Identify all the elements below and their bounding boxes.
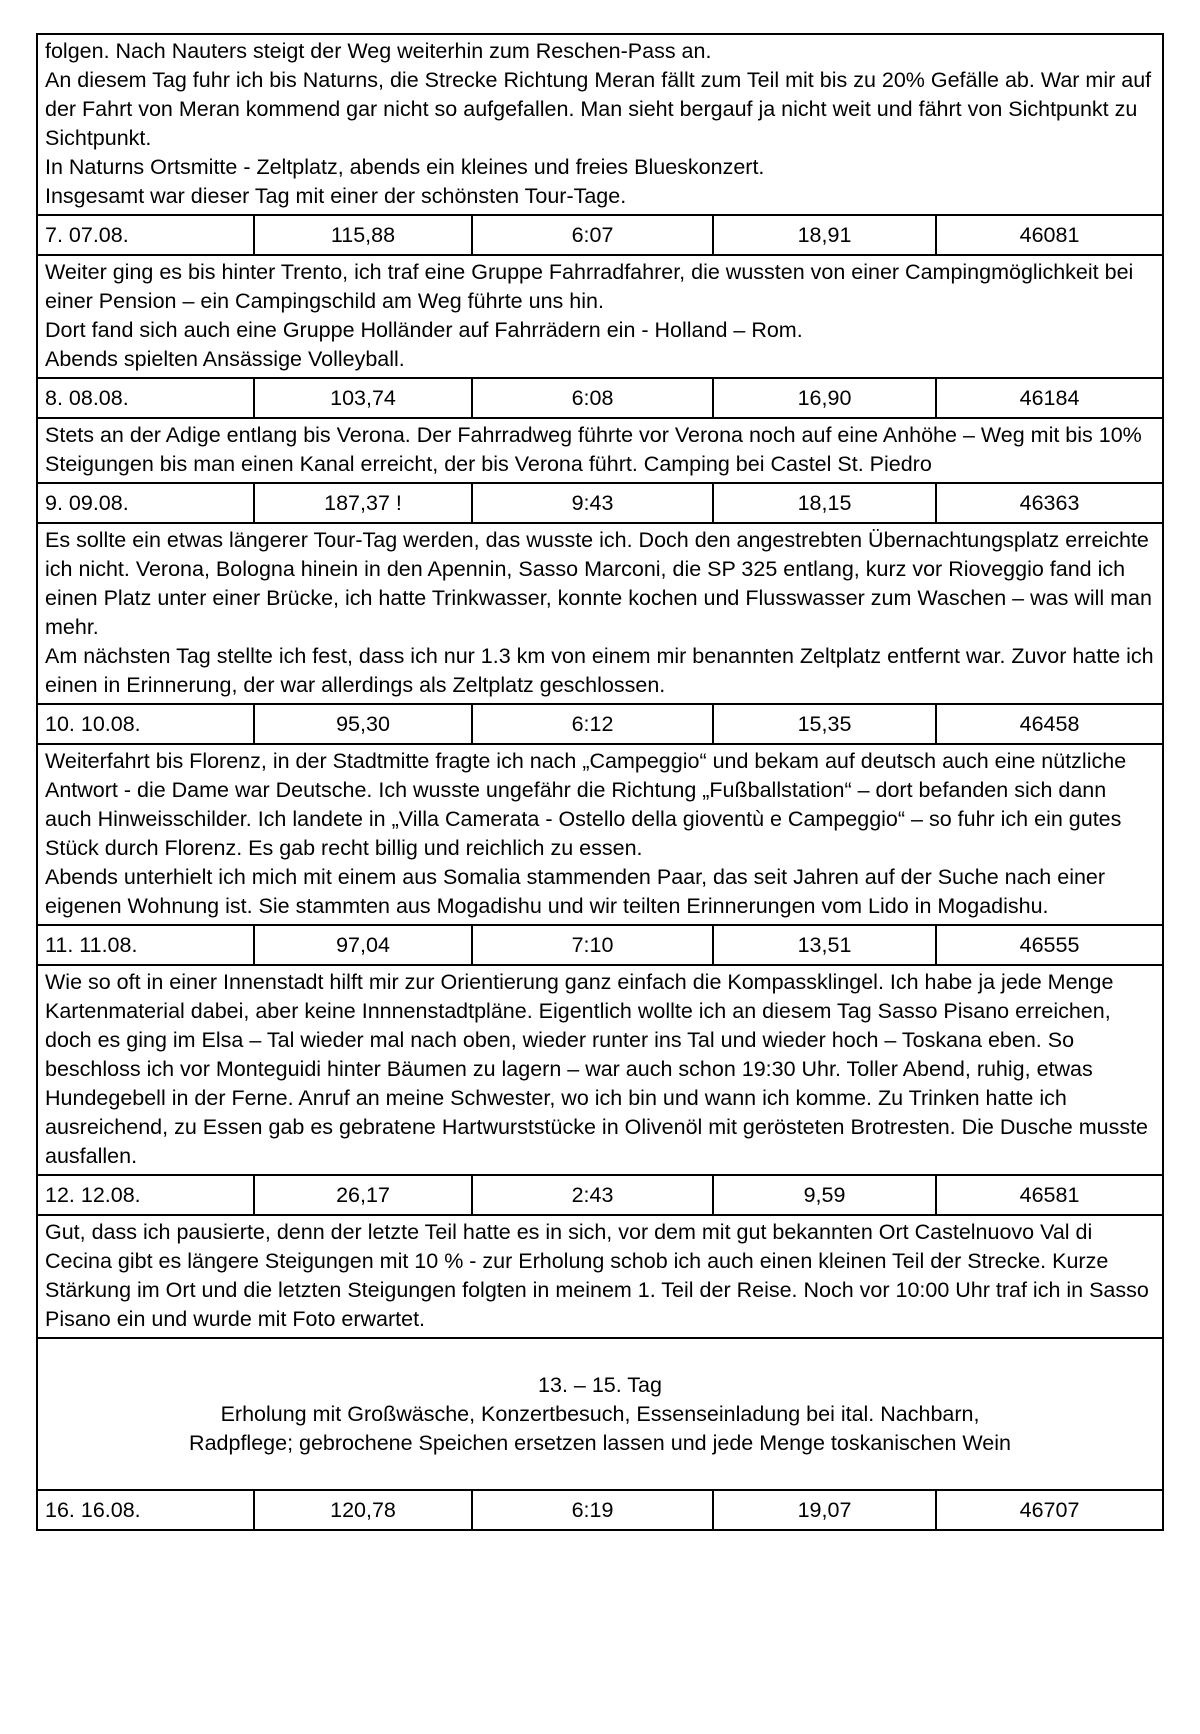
distance-cell: 103,74 xyxy=(254,378,472,418)
paragraph: folgen. Nach Nauters steigt der Weg weiterhin zum Reschen-Pass an. xyxy=(45,39,712,63)
paragraph: In Naturns Ortsmitte - Zeltplatz, abends ein kleines und freies Blueskonzert. xyxy=(45,155,765,179)
distance-cell: 120,78 xyxy=(254,1490,472,1530)
odometer-cell: 46581 xyxy=(936,1175,1163,1215)
distance-cell: 97,04 xyxy=(254,925,472,965)
distance-cell: 95,30 xyxy=(254,704,472,744)
description-row xyxy=(37,255,1163,378)
tour-log-body xyxy=(37,34,1163,1530)
stats-row xyxy=(37,215,1163,255)
speed-cell: 18,91 xyxy=(713,215,936,255)
description-row xyxy=(37,744,1163,925)
paragraph: Gut, dass ich pausierte, denn der letzte Teil hatte es in sich, vor dem mit gut bekannten Ort Castelnuovo Val di Cecina gibt es längere Steigungen mit 10 % - zur Erholung schob ich auch einen kleinen Teil der Strecke. Kurze Stärkung im Ort und die letzten Steigungen folgten in meinem 1. Teil der Reise. Noch vor 10:00 Uhr traf ich in Sasso Pisano ein und wurde mit Foto erwartet. xyxy=(45,1220,1149,1331)
day-cell: 12. 12.08. xyxy=(37,1175,254,1215)
speed-cell: 16,90 xyxy=(713,378,936,418)
paragraph: 13. – 15. Tag xyxy=(538,1372,662,1397)
day-description xyxy=(37,744,1163,925)
stats-row xyxy=(37,1490,1163,1530)
paragraph: Abends spielten Ansässige Volleyball. xyxy=(45,347,405,371)
day-cell: 11. 11.08. xyxy=(37,925,254,965)
distance-cell: 26,17 xyxy=(254,1175,472,1215)
speed-cell: 13,51 xyxy=(713,925,936,965)
description-row xyxy=(37,523,1163,704)
odometer-cell: 46707 xyxy=(936,1490,1163,1530)
paragraph: Stets an der Adige entlang bis Verona. Der Fahrradweg führte vor Verona noch auf eine Anhöhe – Weg mit bis 10% Steigungen bis man einen Kanal erreicht, der bis Verona führt. Camping bei Castel St. Piedro xyxy=(45,423,1142,476)
distance-cell: 115,88 xyxy=(254,215,472,255)
paragraph: An diesem Tag fuhr ich bis Naturns, die Strecke Richtung Meran fällt zum Teil mit bis zu 20% Gefälle ab. War mir auf der Fahrt von Meran kommend gar nicht so aufgefallen. Man sieht bergauf ja nicht weit und fährt von Sichtpunkt zu Sichtpunkt. xyxy=(45,68,1152,150)
time-cell: 6:07 xyxy=(472,215,713,255)
day-cell: 10. 10.08. xyxy=(37,704,254,744)
day-cell: 7. 07.08. xyxy=(37,215,254,255)
rest-days-text xyxy=(37,1338,1163,1490)
time-cell: 7:10 xyxy=(472,925,713,965)
day-description xyxy=(37,965,1163,1175)
odometer-cell: 46184 xyxy=(936,378,1163,418)
paragraph: Radpflege; gebrochene Speichen ersetzen lassen und jede Menge toskanischen Wein xyxy=(189,1430,1011,1455)
paragraph: Insgesamt war dieser Tag mit einer der schönsten Tour-Tage. xyxy=(45,184,627,208)
paragraph: Es sollte ein etwas längerer Tour-Tag werden, das wusste ich. Doch den angestrebten Übernachtungsplatz erreichte ich nicht. Verona, Bologna hinein in den Apennin, Sasso Marconi, die SP 325 entlang, kurz vor Rioveggio fand ich einen Platz unter einer Brücke, ich hatte Trinkwasser, konnte kochen und Flusswasser zum Waschen – was will man mehr. xyxy=(45,528,1152,639)
speed-cell: 18,15 xyxy=(713,483,936,523)
day-description xyxy=(37,523,1163,704)
stats-row xyxy=(37,483,1163,523)
day-description xyxy=(37,418,1163,483)
paragraph: Weiterfahrt bis Florenz, in der Stadtmitte fragte ich nach „Campeggio“ und bekam auf deutsch auch eine nützliche Antwort - die Dame war Deutsche. Ich wusste ungefähr die Richtung „Fußballstation“ – dort befanden sich dann auch Hinweisschilder. Ich landete in „Villa Camerata - Ostello della gioventù e Campeggio“ – so fuhr ich ein gutes Stück durch Florenz. Es gab recht billig und reichlich zu essen. xyxy=(45,749,1127,860)
description-row xyxy=(37,418,1163,483)
rest-days-row xyxy=(37,1338,1163,1490)
odometer-cell: 46458 xyxy=(936,704,1163,744)
description-row xyxy=(37,965,1163,1175)
stats-row xyxy=(37,925,1163,965)
description-row xyxy=(37,34,1163,215)
time-cell: 6:08 xyxy=(472,378,713,418)
time-cell: 6:19 xyxy=(472,1490,713,1530)
day-description xyxy=(37,1215,1163,1338)
stats-row xyxy=(37,704,1163,744)
odometer-cell: 46081 xyxy=(936,215,1163,255)
odometer-cell: 46555 xyxy=(936,925,1163,965)
paragraph: Erholung mit Großwäsche, Konzertbesuch, Essenseinladung bei ital. Nachbarn, xyxy=(220,1401,980,1426)
tour-log-table xyxy=(36,33,1164,1531)
stats-row xyxy=(37,378,1163,418)
speed-cell: 19,07 xyxy=(713,1490,936,1530)
day-description xyxy=(37,34,1163,215)
speed-cell: 9,59 xyxy=(713,1175,936,1215)
day-cell: 16. 16.08. xyxy=(37,1490,254,1530)
stats-row xyxy=(37,1175,1163,1215)
paragraph: Dort fand sich auch eine Gruppe Holländer auf Fahrrädern ein - Holland – Rom. xyxy=(45,318,803,342)
day-cell: 9. 09.08. xyxy=(37,483,254,523)
time-cell: 9:43 xyxy=(472,483,713,523)
odometer-cell: 46363 xyxy=(936,483,1163,523)
distance-cell: 187,37 ! xyxy=(254,483,472,523)
paragraph: Wie so oft in einer Innenstadt hilft mir zur Orientierung ganz einfach die Kompassklingel. Ich habe ja jede Menge Kartenmaterial dabei, aber keine Innnenstadtpläne. Eigentlich wollte ich an diesem Tag Sasso Pisano erreichen, doch es ging im Elsa – Tal wieder mal nach oben, wieder runter ins Tal und wieder hoch – Toskana eben. So beschloss ich vor Monteguidi hinter Bäumen zu lagern – war auch schon 19:30 Uhr. Toller Abend, ruhig, etwas Hundegebell in der Ferne. Anruf an meine Schwester, wo ich bin und wann ich komme. Zu Trinken hatte ich ausreichend, zu Essen gab es gebratene Hartwurststücke in Olivenöl mit gerösteten Brotresten. Die Dusche musste ausfallen. xyxy=(45,970,1149,1168)
time-cell: 6:12 xyxy=(472,704,713,744)
description-row xyxy=(37,1215,1163,1338)
speed-cell: 15,35 xyxy=(713,704,936,744)
paragraph: Am nächsten Tag stellte ich fest, dass ich nur 1.3 km von einem mir benannten Zeltplatz entfernt war. Zuvor hatte ich einen in Erinnerung, der war allerdings als Zeltplatz geschlossen. xyxy=(45,644,1154,697)
time-cell: 2:43 xyxy=(472,1175,713,1215)
day-cell: 8. 08.08. xyxy=(37,378,254,418)
paragraph: Weiter ging es bis hinter Trento, ich traf eine Gruppe Fahrradfahrer, die wussten von einer Campingmöglichkeit bei einer Pension – ein Campingschild am Weg führte uns hin. xyxy=(45,260,1134,313)
paragraph: Abends unterhielt ich mich mit einem aus Somalia stammenden Paar, das seit Jahren auf der Suche nach einer eigenen Wohnung ist. Sie stammten aus Mogadishu und wir teilten Erinnerungen vom Lido in Mogadishu. xyxy=(45,865,1106,918)
day-description xyxy=(37,255,1163,378)
